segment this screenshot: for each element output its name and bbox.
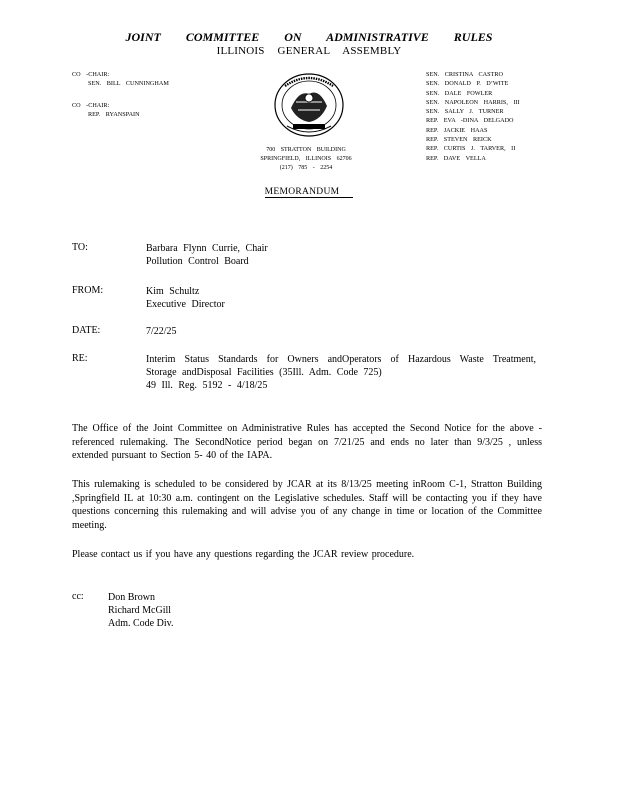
committee-title: JOINT COMMITTEE ON ADMINISTRATIVE RULES (125, 30, 493, 44)
member-2: SEN. DONALD P. D’WITE (426, 80, 509, 88)
member-6: REP. EVA -DINA DELGADO (426, 117, 514, 125)
committee-address (236, 146, 376, 173)
re-citation: 49 Ill. Reg. 5192 - 4/18/25 (146, 380, 268, 391)
cochair-label-1: CO -CHAIR: (72, 71, 110, 78)
re-value (146, 353, 536, 392)
cc-name-2: Richard McGill (108, 605, 172, 616)
to-label: TO: (72, 242, 88, 253)
address-line-3: (217) 785 - 2254 (279, 165, 333, 171)
address-line-1: 700 STRATTON BUILDING (266, 147, 346, 153)
body-paragraph-2: This rulemaking is scheduled to be considered by JCAR at its 8/13/25 meeting inRoom C-1, Stratton Building ,Springfield IL at 10:30 a.m. contingent on the Legislative schedules. Staff will be contacting you if they have questions concerning this rulemaking and will advise you of any change in time or location of the Committee meeting. (72, 479, 542, 531)
memo-title (0, 187, 618, 197)
from-line-2: Executive Director (146, 299, 225, 310)
member-4: SEN. NAPOLEON HARRIS, III (426, 98, 520, 106)
cc-name-3: Adm. Code Div. (108, 618, 174, 629)
address-line-2: SPRINGFIELD, ILLINOIS 62706 (260, 156, 352, 162)
cochair-name-2: REP. RYANSPAIN (88, 111, 140, 118)
date-value: 7/22/25 (146, 326, 177, 337)
member-8: REP. STEVEN REICK (426, 136, 492, 144)
body-paragraph-1: The Office of the Joint Committee on Administrative Rules has accepted the Second Notice for the above -referenced rulemaking. The SecondNotice period began on 7/21/25 and ends no later than 9/3/25 , unless extended pursuant to Section 5- 40 of the IAPA. (72, 423, 542, 461)
re-text: Interim Status Standards for Owners andOperators of Hazardous Waste Treatment, Storage andDisposal Facilities (35Ill. Adm. Code 725) (146, 354, 536, 378)
cochair-name-1: SEN. BILL CUNNINGHAM (88, 80, 169, 87)
member-7: REP. JACKIE HAAS (426, 126, 488, 134)
cc-list (108, 591, 173, 630)
to-value (146, 242, 268, 268)
re-label: RE: (72, 353, 88, 364)
member-9: REP. CURTIS J. TARVER, II (426, 145, 516, 153)
member-10: REP. DAVE VELLA (426, 154, 486, 162)
member-list (426, 70, 520, 163)
cochair-label-2: CO -CHAIR: (72, 102, 110, 109)
state-seal-icon (263, 72, 355, 138)
to-line-1: Barbara Flynn Currie, Chair (146, 243, 268, 254)
member-5: SEN. SALLY J. TURNER (426, 108, 504, 116)
date-label: DATE: (72, 325, 101, 336)
to-line-2: Pollution Control Board (146, 256, 249, 267)
member-1: SEN. CRISTINA CASTRO (426, 71, 503, 78)
cc-name-1: Don Brown (108, 592, 155, 603)
body-paragraph-3: Please contact us if you have any questions regarding the JCAR review procedure. (72, 549, 415, 560)
assembly-title: ILLINOIS GENERAL ASSEMBLY (216, 45, 402, 57)
cc-label: cc: (72, 591, 84, 602)
from-value (146, 285, 225, 311)
from-label: FROM: (72, 285, 104, 296)
memo-title-text: MEMORANDUM (265, 187, 354, 198)
member-3: SEN. DALE FOWLER (426, 89, 493, 97)
from-line-1: Kim Schultz (146, 286, 200, 297)
